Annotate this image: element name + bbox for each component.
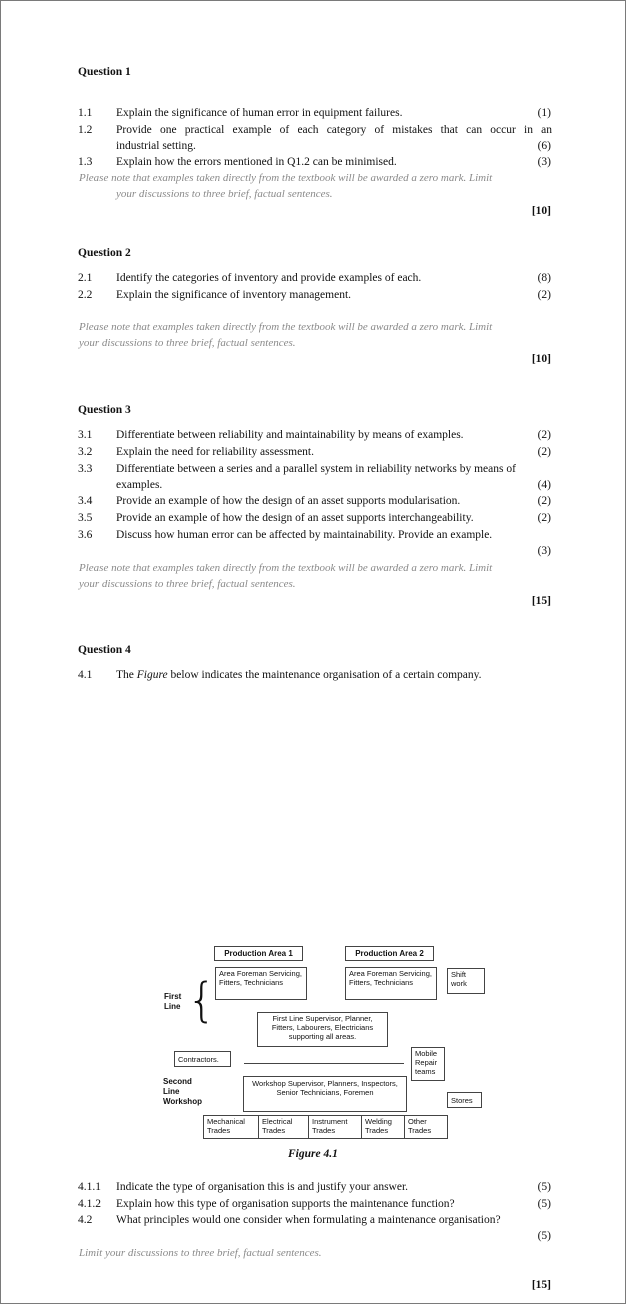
second-line-label-3: Workshop [163, 1097, 202, 1106]
q2-2-text: Explain the significance of inventory management. [116, 289, 352, 301]
q3-2-text: Explain the need for reliability assessment. [116, 446, 314, 458]
q3-1-points: (2) [537, 429, 551, 441]
welding-trades-box: Welding Trades [361, 1115, 405, 1139]
q3-6-number: 3.6 [78, 529, 93, 541]
q2-note-line2: your discussions to three brief, factual sentences. [79, 337, 296, 349]
q3-6-points: (3) [537, 545, 551, 557]
q1-note-line2: your discussions to three brief, factual sentences. [116, 188, 333, 200]
area-foreman-1-box: Area Foreman Servicing, Fitters, Technicians [215, 967, 307, 1000]
first-line-label-2: Line [164, 1002, 181, 1011]
q4-1-1-text: Indicate the type of organisation this is and justify your answer. [116, 1181, 409, 1193]
q4-2-points: (5) [537, 1230, 551, 1242]
divider-line [244, 1063, 404, 1064]
q4-1-text-start: The [116, 669, 134, 681]
q3-1-text: Differentiate between reliability and maintainability by means of examples. [116, 429, 464, 441]
q3-5-number: 3.5 [78, 512, 93, 524]
q2-1-number: 2.1 [78, 272, 93, 284]
q1-1-number: 1.1 [78, 107, 93, 119]
production-area-2-box: Production Area 2 [345, 946, 434, 961]
q4-1-2-number: 4.1.2 [78, 1198, 101, 1210]
question-1-heading: Question 1 [78, 66, 131, 78]
stores-box: Stores [447, 1092, 482, 1108]
q4-total: [15] [531, 1279, 551, 1291]
q2-2-points: (2) [537, 289, 551, 301]
q3-3-number: 3.3 [78, 463, 93, 475]
q3-total: [15] [531, 595, 551, 607]
q4-1-1-number: 4.1.1 [78, 1181, 101, 1193]
q1-2-points: (6) [537, 140, 551, 152]
area-foreman-2-box: Area Foreman Servicing, Fitters, Technicians [345, 967, 437, 1000]
second-line-label-2: Line [163, 1087, 180, 1096]
other-trades-box: Other Trades [404, 1115, 448, 1139]
contractors-box: Contractors. [174, 1051, 231, 1067]
q1-3-text: Explain how the errors mentioned in Q1.2 can be minimised. [116, 156, 397, 168]
instrument-trades-box: Instrument Trades [308, 1115, 362, 1139]
q4-2-text: What principles would one consider when formulating a maintenance organisation? [116, 1214, 501, 1226]
q4-1-text-end: below indicates the maintenance organisation of a certain company. [170, 669, 482, 681]
q2-2-number: 2.2 [78, 289, 93, 301]
mechanical-trades-box: Mechanical Trades [203, 1115, 259, 1139]
figure-caption: Figure 4.1 [288, 1148, 338, 1160]
q3-4-number: 3.4 [78, 495, 93, 507]
q1-2-text-line2: industrial setting. [116, 140, 196, 152]
q4-1-figure-word: Figure [136, 669, 168, 681]
q2-total: [10] [531, 353, 551, 365]
first-line-brace-icon: { [187, 973, 217, 1027]
q4-1-text [116, 668, 482, 682]
q3-3-text-line2: examples. [116, 479, 163, 491]
q4-1-1-points: (5) [537, 1181, 551, 1193]
q1-3-points: (3) [537, 156, 551, 168]
q1-1-text: Explain the significance of human error in equipment failures. [116, 107, 403, 119]
question-2-heading: Question 2 [78, 247, 131, 259]
production-area-1-box: Production Area 1 [214, 946, 303, 961]
mobile-repair-teams-box: Mobile Repair teams [411, 1047, 445, 1081]
q4-1-number: 4.1 [78, 669, 93, 681]
q3-5-text: Provide an example of how the design of an asset supports interchangeability. [116, 512, 474, 524]
q2-1-points: (8) [537, 272, 551, 284]
q1-2-number: 1.2 [78, 124, 93, 136]
q3-2-points: (2) [537, 446, 551, 458]
q3-1-number: 3.1 [78, 429, 93, 441]
q1-1-points: (1) [537, 107, 551, 119]
second-line-label-1: Second [163, 1077, 192, 1086]
q1-2-text-line1: Provide one practical example of each category of mistakes that can occur in an [116, 124, 552, 136]
q3-5-points: (2) [537, 512, 551, 524]
question-4-heading: Question 4 [78, 644, 131, 656]
q4-2-number: 4.2 [78, 1214, 93, 1226]
q1-total: [10] [531, 205, 551, 217]
q3-4-text: Provide an example of how the design of an asset supports modularisation. [116, 495, 461, 507]
q3-note-line2: your discussions to three brief, factual sentences. [79, 578, 296, 590]
shift-work-box: Shift work [447, 968, 485, 994]
q1-3-number: 1.3 [78, 156, 93, 168]
q3-3-points: (4) [537, 479, 551, 491]
q4-note: Limit your discussions to three brief, factual sentences. [79, 1247, 322, 1259]
question-3-heading: Question 3 [78, 404, 131, 416]
electrical-trades-box: Electrical Trades [258, 1115, 309, 1139]
first-line-supervisor-box: First Line Supervisor, Planner, Fitters, Labourers, Electricians supporting all areas. [257, 1012, 388, 1047]
q3-3-text-line1: Differentiate between a series and a parallel system in reliability networks by means of [116, 463, 516, 475]
first-line-label-1: First [164, 992, 182, 1001]
q1-note-line1: Please note that examples taken directly from the textbook will be awarded a zero mark. Limit [79, 172, 493, 184]
q2-1-text: Identify the categories of inventory and provide examples of each. [116, 272, 422, 284]
q3-note-line1: Please note that examples taken directly from the textbook will be awarded a zero mark. Limit [79, 562, 493, 574]
workshop-supervisor-box: Workshop Supervisor, Planners, Inspectors, Senior Technicians, Foremen [243, 1076, 407, 1112]
q4-1-2-text: Explain how this type of organisation supports the maintenance function? [116, 1198, 455, 1210]
q3-2-number: 3.2 [78, 446, 93, 458]
q3-6-text: Discuss how human error can be affected by maintainability. Provide an example. [116, 529, 493, 541]
q3-4-points: (2) [537, 495, 551, 507]
q2-note-line1: Please note that examples taken directly from the textbook will be awarded a zero mark. Limit [79, 321, 493, 333]
q4-1-2-points: (5) [537, 1198, 551, 1210]
